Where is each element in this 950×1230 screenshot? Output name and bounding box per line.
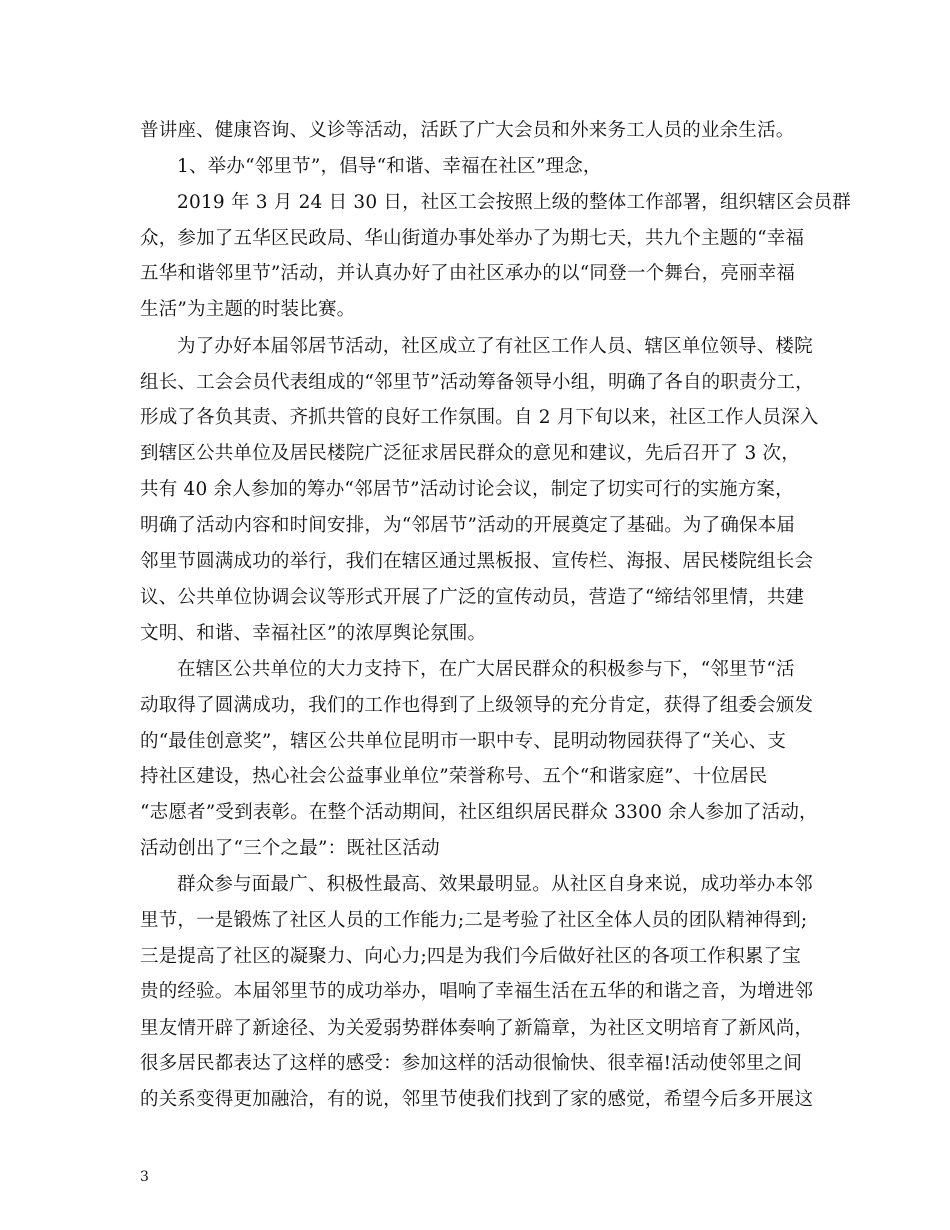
text-line: 三是提高了社区的凝聚力、向心力;四是为我们今后做好社区的各项工作积累了宝 bbox=[140, 946, 801, 967]
text-line: 形成了各负其责、齐抓共管的良好工作氛围。自 2 月下旬以来，社区工作人员深入 bbox=[140, 407, 819, 428]
text-line: 文明、和谐、幸福社区”的浓厚舆论氛围。 bbox=[140, 623, 487, 644]
text-line: 的“最佳创意奖”，辖区公共单位昆明市一职中专、昆明动物园获得了“关心、支 bbox=[140, 731, 787, 752]
text-line: 普讲座、健康咨询、义诊等活动，活跃了广大会员和外来务工人员的业余生活。 bbox=[140, 120, 795, 141]
text-line: 共有 40 余人参加的筹办“邻居节”活动讨论会议，制定了切实可行的实施方案， bbox=[140, 479, 794, 500]
text-line: 的关系变得更加融洽，有的说，邻里节使我们找到了家的感觉，希望今后多开展这 bbox=[140, 1089, 814, 1110]
text-line: 议、公共单位协调会议等形式开展了广泛的宣传动员，营造了“缔结邻里情，共建 bbox=[140, 587, 805, 608]
text-line: 邻里节圆满成功的举行，我们在辖区通过黑板报、宣传栏、海报、居民楼院组长会 bbox=[140, 551, 814, 572]
text-line: 在辖区公共单位的大力支持下，在广大居民群众的积极参与下，“邻里节“活 bbox=[177, 659, 795, 680]
text-line: 很多居民都表达了这样的感受：参加这样的活动很愉快、很幸福!活动使邻里之间 bbox=[140, 1053, 803, 1074]
text-line: 贵的经验。本届邻里节的成功举办，唱响了幸福生活在五华的和谐之音，为增进邻 bbox=[140, 981, 814, 1002]
text-line: 里节，一是锻炼了社区人员的工作能力;二是考验了社区全体人员的团队精神得到; bbox=[140, 910, 808, 931]
text-line: 明确了活动内容和时间安排，为“邻居节”活动的开展奠定了基础。为了确保本届 bbox=[140, 515, 796, 536]
text-line: 生活”为主题的时装比赛。 bbox=[140, 299, 356, 320]
text-line: 持社区建设，热心社会公益事业单位”荣誉称号、五个“和谐家庭”、十位居民 bbox=[140, 766, 768, 787]
text-line: “志愿者”受到表彰。在整个活动期间，社区组织居民群众 3300 余人参加了活动， bbox=[140, 802, 818, 823]
text-line: 1、举办“邻里节”，倡导“和谐、幸福在社区”理念， bbox=[177, 156, 602, 177]
text-line: 到辖区公共单位及居民楼院广泛征求居民群众的意见和建议，先后召开了 3 次， bbox=[140, 443, 800, 464]
text-line: 众，参加了五华区民政局、华山街道办事处举办了为期七天，共九个主题的“幸福 bbox=[140, 228, 805, 249]
text-line: 2019 年 3 月 24 日 30 日，社区工会按照上级的整体工作部署，组织辖区会员群 bbox=[177, 192, 851, 213]
text-line: 组长、工会会员代表组成的“邻里节”活动筹备领导小组，明确了各自的职责分工， bbox=[140, 372, 814, 393]
text-line: 群众参与面最广、积极性最高、效果最明显。从社区自身来说，成功举办本邻 bbox=[177, 874, 813, 895]
text-line: 为了办好本届邻居节活动，社区成立了有社区工作人员、辖区单位领导、楼院 bbox=[177, 336, 813, 357]
text-line: 里友情开辟了新途径、为关爱弱势群体奏响了新篇章，为社区文明培育了新风尚， bbox=[140, 1018, 814, 1039]
page-number: 3 bbox=[140, 1169, 149, 1185]
text-line: 动取得了圆满成功，我们的工作也得到了上级领导的充分肯定，获得了组委会颁发 bbox=[140, 695, 814, 716]
text-line: 活动创出了“三个之最”：既社区活动 bbox=[140, 838, 440, 859]
text-line: 五华和谐邻里节”活动，并认真办好了由社区承办的以“同登一个舞台，亮丽幸福 bbox=[140, 263, 796, 284]
